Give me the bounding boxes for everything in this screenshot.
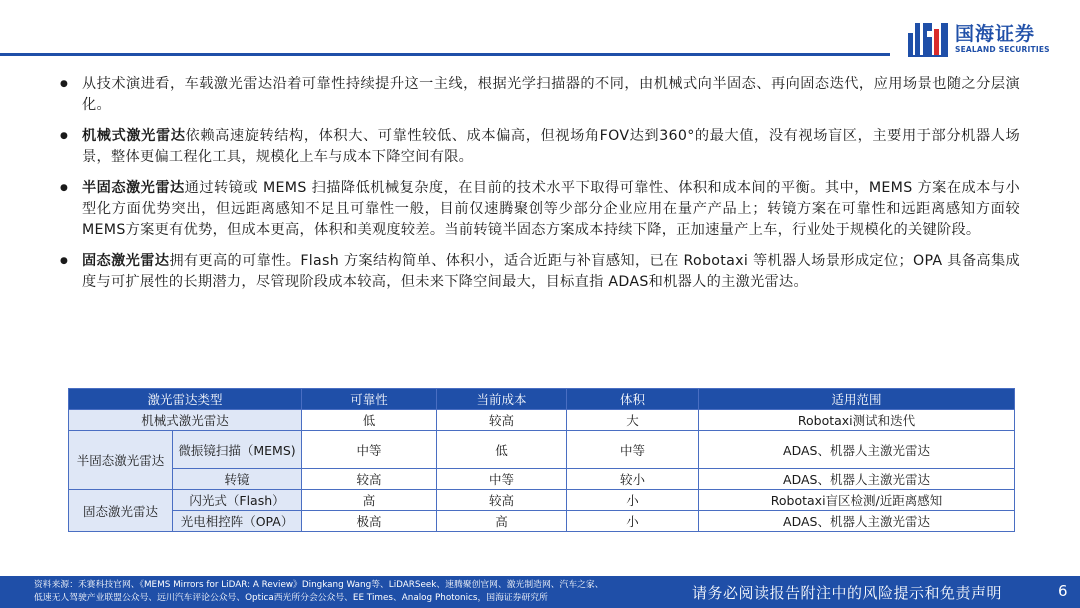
sealand-logo-icon [906,19,950,59]
bullet-list [60,74,1020,303]
group-cell: 固态激光雷达 [69,490,173,532]
volume-cell: 大 [567,410,699,431]
bullet-item [60,178,1020,241]
table-row [69,410,1015,431]
cost-cell: 低 [437,431,567,469]
header-cost: 当前成本 [437,389,567,410]
volume-cell: 较小 [567,469,699,490]
scope-cell: Robotaxi盲区检测/近距离感知 [699,490,1015,511]
brand-text [955,23,1050,55]
volume-cell: 中等 [567,431,699,469]
cost-cell: 较高 [437,490,567,511]
source-line: 资料来源：禾赛科技官网、《MEMS Mirrors for LiDAR: A Review》Dingkang Wang等、LiDARSeek、速腾聚创官网、激光制造网、汽车之家、 [34,580,604,590]
page-number: 6 [1058,582,1068,600]
table-row [69,490,1015,511]
bullet-item [60,251,1020,293]
table-row [69,469,1015,490]
source-note [34,579,694,605]
bullet-text: 依赖高速旋转结构，体积大、可靠性较低、成本偏高，但视场角FOV达到360°的最大值，没有视场盲区，主要用于部分机器人场景，整体更偏工程化工具，规模化上车与成本下降空间有限。 [82,128,1020,165]
bullet-text: 通过转镜或 MEMS 扫描降低机械复杂度，在目前的技术水平下取得可靠性、体积和成本间的平衡。其中，MEMS 方案在成本与小型化方面优势突出，但远距离感知不足且可靠性一般，目前仅速腾聚创等少部分企业应用在量产产品上；转镜方案在可靠性和远距离感知方面较MEMS方案更有优势，但成本更高，体积和美观度较差。当前转镜半固态方案成本持续下降，正加速量产上车，行业处于规模化的关键阶段。 [82,180,1020,238]
bullet-text: 从技术演进看，车载激光雷达沿着可靠性持续提升这一主线，根据光学扫描器的不同，由机械式向半固态、再向固态迭代，应用场景也随之分层演化。 [82,76,1020,113]
cost-cell: 中等 [437,469,567,490]
lidar-comparison-table [68,388,1015,532]
cost-cell: 较高 [437,410,567,431]
scope-cell: Robotaxi测试和迭代 [699,410,1015,431]
table-header-row [69,389,1015,410]
scope-cell: ADAS、机器人主激光雷达 [699,431,1015,469]
reliability-cell: 较高 [302,469,437,490]
footer-bar [0,576,1080,608]
header-type: 激光雷达类型 [69,389,302,410]
source-line: 低速无人驾驶产业联盟公众号、远川汽车评论公众号、Optica西光所分会公众号、EE Times、Analog Photonics，国海证券研究所 [34,593,548,603]
volume-cell: 小 [567,490,699,511]
type-cell: 闪光式（Flash） [173,490,302,511]
header-reliability: 可靠性 [302,389,437,410]
bullet-lead: 固态激光雷达 [82,253,170,269]
brand-logo [906,18,1066,60]
type-cell: 微振镜扫描（MEMS) [173,431,302,469]
volume-cell: 小 [567,511,699,532]
bullet-item [60,74,1020,116]
type-cell: 转镜 [173,469,302,490]
bullet-text: 拥有更高的可靠性。Flash 方案结构简单、体积小，适合近距与补盲感知，已在 Robotaxi 等机器人场景形成定位；OPA 具备高集成度与可扩展性的长期潜力，尽管现阶段成本较高，但未来下降空间最大，目标直指 ADAS和机器人的主激光雷达。 [82,253,1020,290]
table-row [69,431,1015,469]
brand-name-cn: 国海证券 [955,23,1036,45]
reliability-cell: 低 [302,410,437,431]
reliability-cell: 极高 [302,511,437,532]
group-cell: 半固态激光雷达 [69,431,173,490]
header-rule [0,53,890,56]
brand-name-en: SEALAND SECURITIES [955,45,1050,54]
type-cell: 光电相控阵（OPA） [173,511,302,532]
reliability-cell: 中等 [302,431,437,469]
type-cell: 机械式激光雷达 [69,410,302,431]
bullet-item [60,126,1020,168]
table-row [69,511,1015,532]
header-scope: 适用范围 [699,389,1015,410]
scope-cell: ADAS、机器人主激光雷达 [699,469,1015,490]
bullet-lead: 半固态激光雷达 [82,180,185,196]
header-volume: 体积 [567,389,699,410]
disclaimer-text: 请务必阅读报告附注中的风险提示和免责声明 [692,584,1003,602]
scope-cell: ADAS、机器人主激光雷达 [699,511,1015,532]
reliability-cell: 高 [302,490,437,511]
bullet-lead: 机械式激光雷达 [82,128,186,144]
cost-cell: 高 [437,511,567,532]
